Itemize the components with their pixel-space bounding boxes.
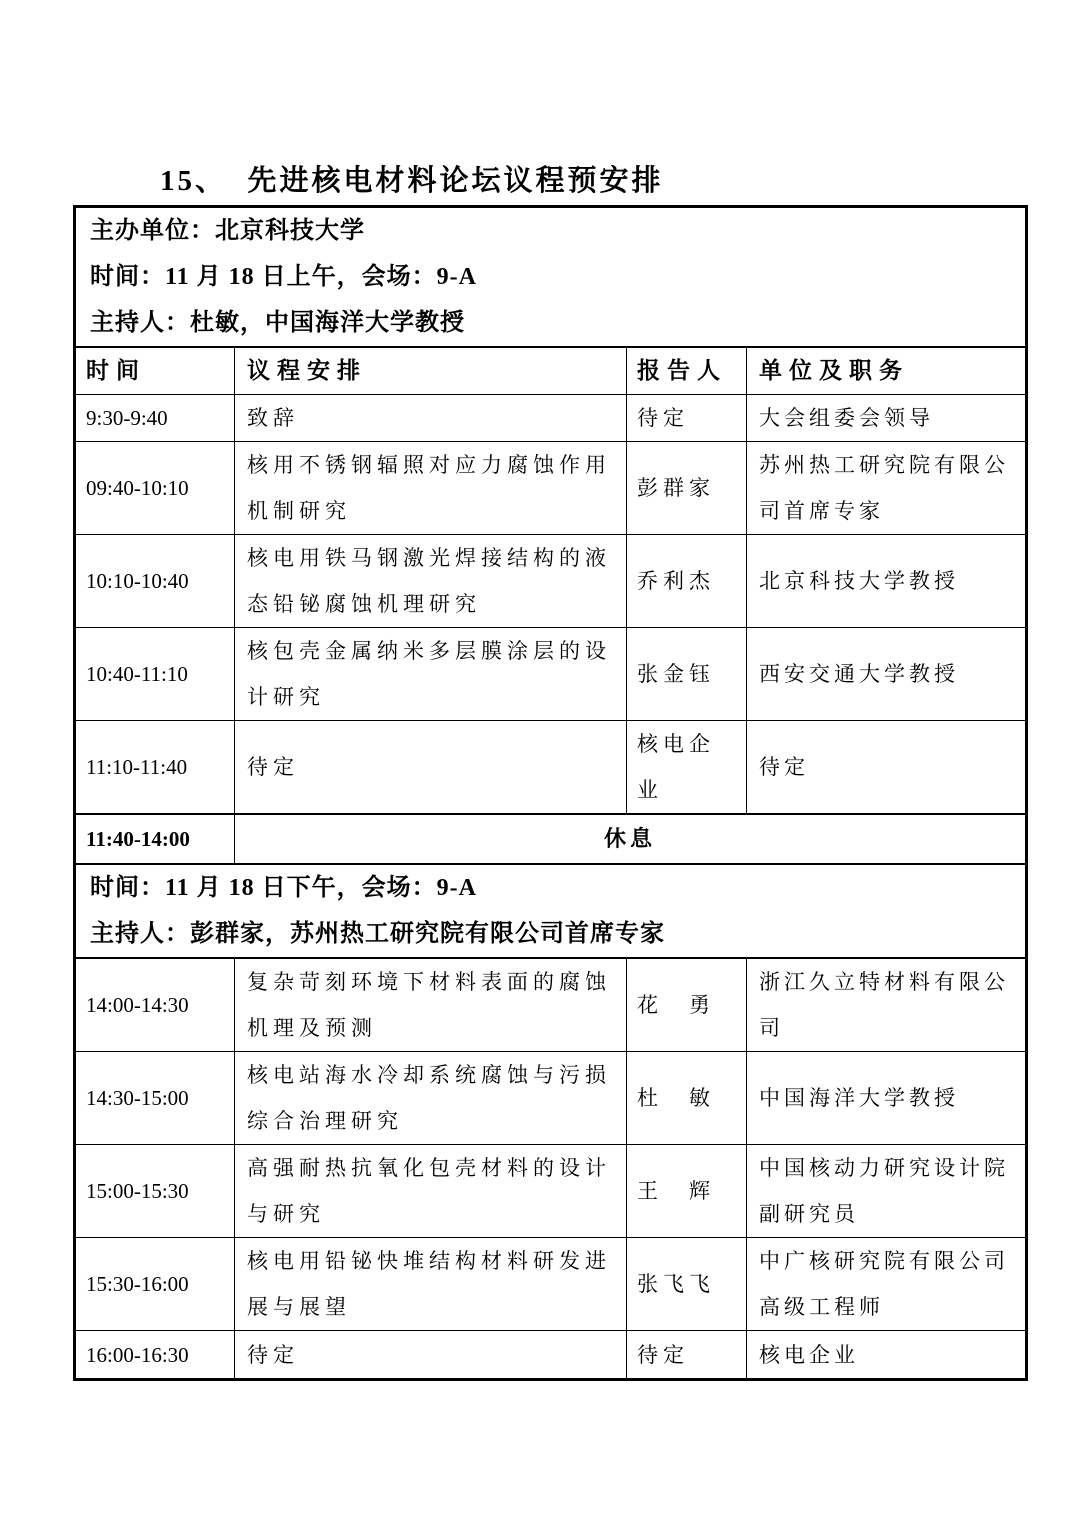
session1-chair: 主持人：杜敏，中国海洋大学教授: [90, 310, 465, 336]
cell-time: 14:30-15:00: [75, 1052, 235, 1145]
session1-header-cell: [75, 207, 1027, 348]
cell-speaker: 彭群家: [627, 442, 747, 535]
cell-agenda: 待定: [235, 721, 627, 815]
cell-time: 11:10-11:40: [75, 721, 235, 815]
cell-speaker: 核电企业: [627, 721, 747, 815]
cell-affiliation: 西安交通大学教授: [747, 628, 1027, 721]
column-header-agenda: 议程安排: [235, 347, 627, 395]
cell-speaker: 花 勇: [627, 958, 747, 1052]
cell-speaker: 待定: [627, 395, 747, 442]
break-row: [75, 814, 1027, 864]
cell-speaker: 杜 敏: [627, 1052, 747, 1145]
cell-time: 9:30-9:40: [75, 395, 235, 442]
session1-time: 时间：11 月 18 日上午，会场：9-A: [90, 264, 477, 290]
table-row: [75, 958, 1027, 1052]
cell-affiliation: 中国核动力研究设计院副研究员: [747, 1145, 1027, 1238]
session2-time: 时间：11 月 18 日下午，会场：9-A: [90, 875, 477, 901]
column-header-time: 时间: [75, 347, 235, 395]
cell-agenda: 高强耐热抗氧化包壳材料的设计与研究: [235, 1145, 627, 1238]
cell-affiliation: 中国海洋大学教授: [747, 1052, 1027, 1145]
cell-speaker: 张金钰: [627, 628, 747, 721]
cell-affiliation: 浙江久立特材料有限公司: [747, 958, 1027, 1052]
cell-time: 14:00-14:30: [75, 958, 235, 1052]
table-row: [75, 395, 1027, 442]
cell-affiliation: 中广核研究院有限公司高级工程师: [747, 1238, 1027, 1331]
table-row: [75, 1331, 1027, 1380]
cell-agenda: 核用不锈钢辐照对应力腐蚀作用机制研究: [235, 442, 627, 535]
cell-speaker: 乔利杰: [627, 535, 747, 628]
cell-agenda: 核电站海水冷却系统腐蚀与污损综合治理研究: [235, 1052, 627, 1145]
cell-affiliation: 核电企业: [747, 1331, 1027, 1380]
table-row: [75, 1238, 1027, 1331]
session2-chair: 主持人：彭群家，苏州热工研究院有限公司首席专家: [90, 921, 665, 947]
table-row: [75, 1145, 1027, 1238]
cell-time: 09:40-10:10: [75, 442, 235, 535]
page-title: 15、 先进核电材料论坛议程预安排: [160, 165, 664, 197]
table-row: [75, 721, 1027, 815]
cell-agenda: 复杂苛刻环境下材料表面的腐蚀机理及预测: [235, 958, 627, 1052]
cell-affiliation: 待定: [747, 721, 1027, 815]
cell-agenda: 待定: [235, 1331, 627, 1380]
table-row: [75, 535, 1027, 628]
cell-agenda: 核电用铁马钢激光焊接结构的液态铅铋腐蚀机理研究: [235, 535, 627, 628]
cell-speaker: 张飞飞: [627, 1238, 747, 1331]
cell-time: 10:40-11:10: [75, 628, 235, 721]
cell-speaker: 王 辉: [627, 1145, 747, 1238]
cell-speaker: 待定: [627, 1331, 747, 1380]
column-header-affiliation: 单位及职务: [747, 347, 1027, 395]
session2-header-cell: [75, 864, 1027, 958]
break-label: 休息: [235, 814, 1027, 864]
table-row: [75, 864, 1027, 958]
session1-organizer: 主办单位：北京科技大学: [90, 218, 365, 244]
cell-agenda: 致辞: [235, 395, 627, 442]
agenda-table: [73, 205, 1028, 1381]
table-row: [75, 628, 1027, 721]
cell-agenda: 核电用铅铋快堆结构材料研发进展与展望: [235, 1238, 627, 1331]
table-row: [75, 442, 1027, 535]
cell-time: 10:10-10:40: [75, 535, 235, 628]
table-row: [75, 207, 1027, 348]
cell-affiliation: 北京科技大学教授: [747, 535, 1027, 628]
cell-time: 16:00-16:30: [75, 1331, 235, 1380]
cell-time: 15:00-15:30: [75, 1145, 235, 1238]
table-header-row: [75, 347, 1027, 395]
cell-time: 15:30-16:00: [75, 1238, 235, 1331]
break-time: 11:40-14:00: [75, 814, 235, 864]
cell-agenda: 核包壳金属纳米多层膜涂层的设计研究: [235, 628, 627, 721]
table-row: [75, 1052, 1027, 1145]
cell-affiliation: 苏州热工研究院有限公司首席专家: [747, 442, 1027, 535]
column-header-speaker: 报告人: [627, 347, 747, 395]
cell-affiliation: 大会组委会领导: [747, 395, 1027, 442]
